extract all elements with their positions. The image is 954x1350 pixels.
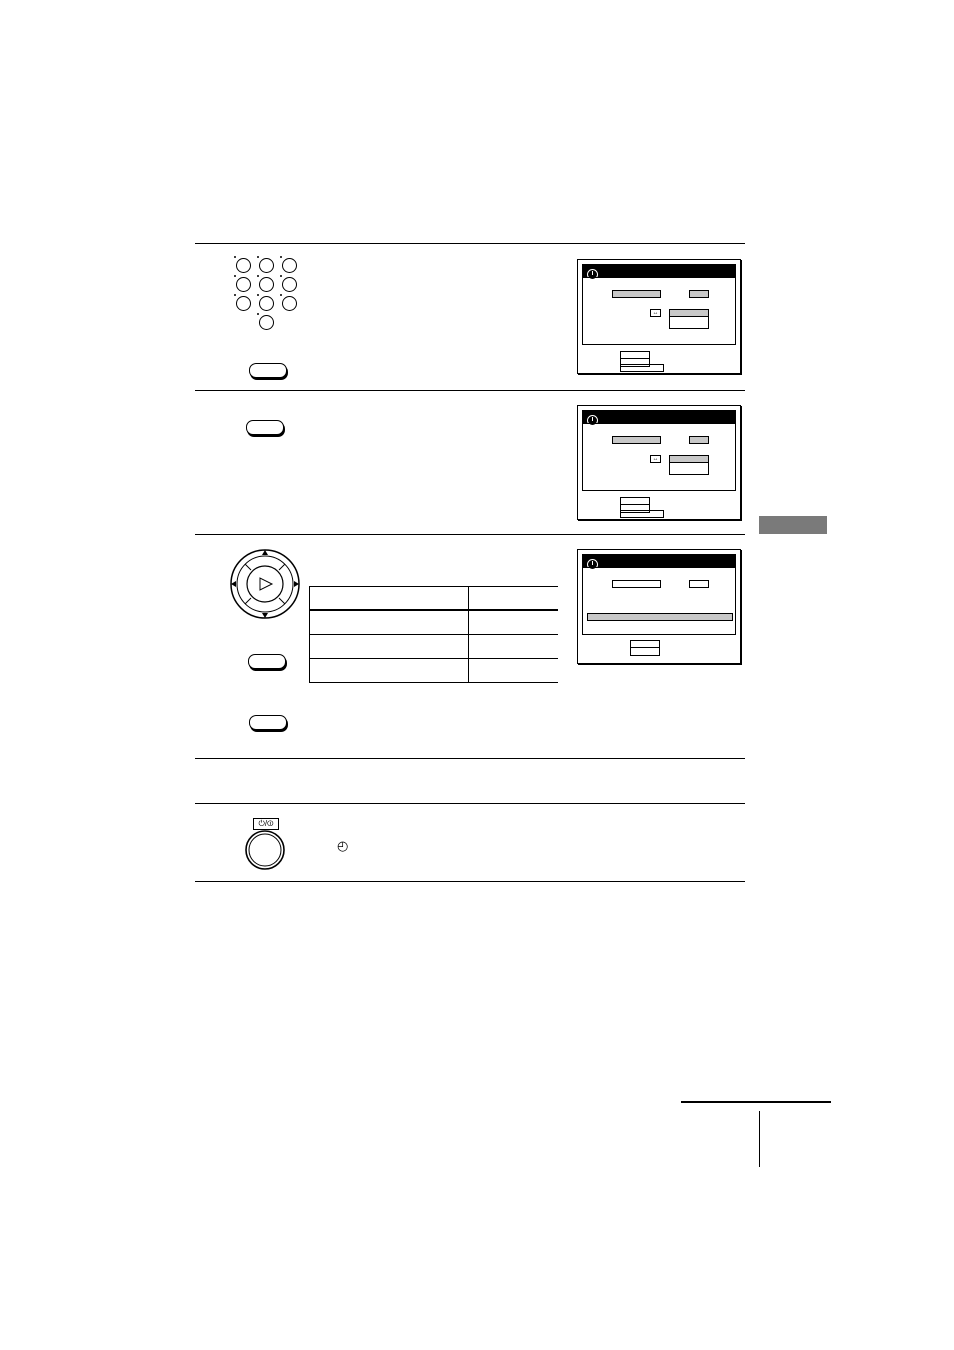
oval-button-icon: [249, 363, 287, 378]
key-6: [282, 277, 297, 292]
osd-title-bar: [582, 410, 736, 423]
table-row-rule: [309, 658, 558, 659]
osd-footer-box: [620, 364, 664, 372]
osd-option-list: [669, 455, 709, 475]
oval-button-icon: [248, 654, 286, 669]
osd-panel: [582, 423, 736, 491]
osd-field: [612, 290, 661, 298]
key-8: [259, 296, 274, 311]
rule-step-1: [195, 390, 745, 391]
table-top-rule: [309, 586, 558, 587]
osd-title-bar: [582, 264, 736, 277]
power-button-icon: [244, 829, 286, 871]
osd-field: [689, 580, 709, 588]
key-7: [236, 296, 251, 311]
table-left-rule: [309, 586, 310, 683]
osd-field: [689, 436, 709, 444]
osd-footer-box: [620, 510, 664, 518]
rule-step-3: [195, 758, 745, 759]
osd-screen-2: [577, 405, 741, 520]
table-bottom-rule: [309, 682, 558, 683]
key-3: [282, 258, 297, 273]
table-column-rule: [468, 586, 469, 683]
footer-divider: [759, 1111, 760, 1167]
osd-field: [612, 436, 661, 444]
osd-option-selected: [670, 456, 708, 463]
rule-top: [195, 243, 745, 244]
table-header-rule: [309, 609, 558, 611]
arrows-icon: ↔: [650, 309, 661, 317]
section-tab: [759, 516, 827, 534]
osd-screen-1: [577, 259, 741, 374]
key-4: [236, 277, 251, 292]
arrows-icon: ↔: [650, 455, 661, 463]
footer-rule: [681, 1101, 831, 1103]
key-2: [259, 258, 274, 273]
rule-bottom: [195, 881, 745, 882]
timer-indicator-icon: ◴: [337, 838, 349, 853]
osd-option-selected: [670, 310, 708, 317]
key-9: [282, 296, 297, 311]
key-1: [236, 258, 251, 273]
osd-field: [612, 580, 661, 588]
rule-step-2: [195, 534, 745, 535]
power-label: ⏻/⏼: [253, 818, 279, 830]
key-0: [259, 315, 274, 330]
table-row-rule: [309, 634, 558, 635]
oval-button-icon: [249, 715, 287, 730]
osd-field: [689, 290, 709, 298]
osd-option-list: [669, 309, 709, 329]
osd-panel: [582, 567, 736, 635]
key-5: [259, 277, 274, 292]
osd-footer-box: [630, 640, 660, 656]
rule-step-4: [195, 803, 745, 804]
osd-screen-3: [577, 549, 741, 664]
osd-panel: [582, 277, 736, 345]
oval-button-icon: [246, 420, 284, 435]
jog-dial-icon: [229, 548, 301, 620]
osd-title-bar: [582, 554, 736, 567]
osd-progress-bar: [587, 613, 733, 621]
